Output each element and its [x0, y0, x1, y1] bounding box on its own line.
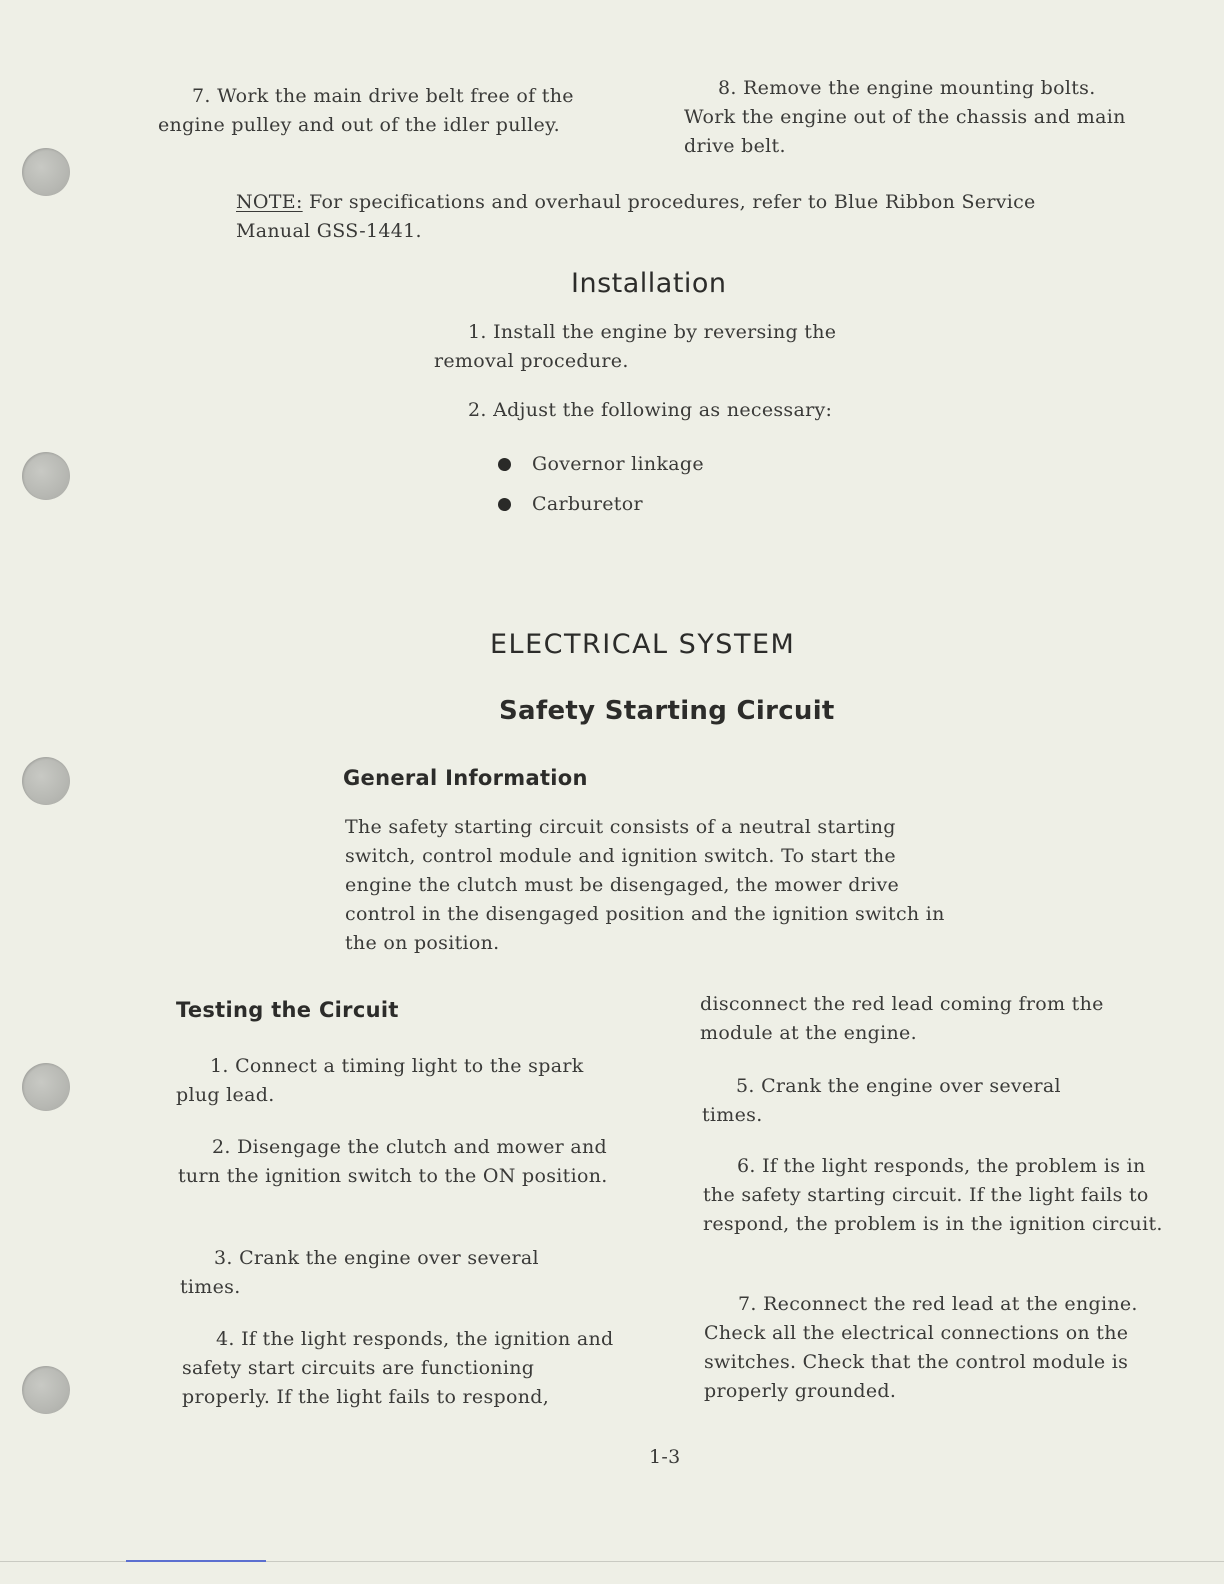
electrical-system-heading: ELECTRICAL SYSTEM — [490, 629, 796, 660]
adjust-item-label: Governor linkage — [532, 453, 704, 475]
adjust-list-item — [498, 450, 858, 479]
testing-step-4-continued: disconnect the red lead coming from the module at the engine. — [700, 993, 1104, 1044]
testing-step-4: 4. If the light responds, the ignition and safety start circuits are functioning properly. If the light fails to respond, — [182, 1328, 614, 1408]
removal-step-8: 8. Remove the engine mounting bolts. Work the engine out of the chassis and main drive belt. — [684, 77, 1126, 157]
testing-step-2: 2. Disengage the clutch and mower and turn the ignition switch to the ON position. — [178, 1136, 608, 1187]
testing-step-1: 1. Connect a timing light to the spark plug lead. — [176, 1055, 584, 1106]
binder-hole — [22, 148, 70, 196]
binder-hole — [22, 757, 70, 805]
page-number: 1-3 — [649, 1446, 681, 1468]
installation-step-2: 2. Adjust the following as necessary: — [468, 399, 833, 421]
testing-step-6: 6. If the light responds, the problem is in the safety starting circuit. If the light fails to respond, the problem is in the ignition circuit. — [703, 1155, 1163, 1235]
note-paragraph — [236, 188, 1056, 246]
testing-step-5: 5. Crank the engine over several times. — [702, 1075, 1061, 1126]
removal-step-7: 7. Work the main drive belt free of the engine pulley and out of the idler pulley. — [158, 85, 574, 136]
note-text: For specifications and overhaul procedures, refer to Blue Ribbon Service Manual GSS-1441. — [236, 191, 1036, 242]
general-information-heading: General Information — [343, 766, 588, 790]
binder-hole — [22, 1063, 70, 1111]
adjust-item-label: Carburetor — [532, 493, 643, 515]
installation-step-1: 1. Install the engine by reversing the removal procedure. — [434, 321, 837, 372]
testing-step-7: 7. Reconnect the red lead at the engine. Check all the electrical connections on the switches. Check that the control module is properly grounded. — [704, 1293, 1138, 1402]
testing-step-3: 3. Crank the engine over several times. — [180, 1247, 539, 1298]
note-label: NOTE: — [236, 191, 303, 213]
bullet-icon — [498, 498, 511, 511]
binder-hole — [22, 452, 70, 500]
bottom-edge-mark — [126, 1560, 266, 1562]
installation-heading: Installation — [571, 268, 727, 299]
binder-hole — [22, 1366, 70, 1414]
adjust-list-item — [498, 490, 858, 519]
testing-circuit-heading: Testing the Circuit — [176, 998, 399, 1022]
safety-starting-circuit-heading: Safety Starting Circuit — [499, 696, 835, 726]
general-information-text: The safety starting circuit consists of a neutral starting switch, control module and ignition switch. To start the engine the clutch must be disengaged, the mower drive control in the disengaged position and the ignition switch in the on position. — [345, 816, 945, 954]
bullet-icon — [498, 458, 511, 471]
adjust-list — [498, 450, 858, 530]
